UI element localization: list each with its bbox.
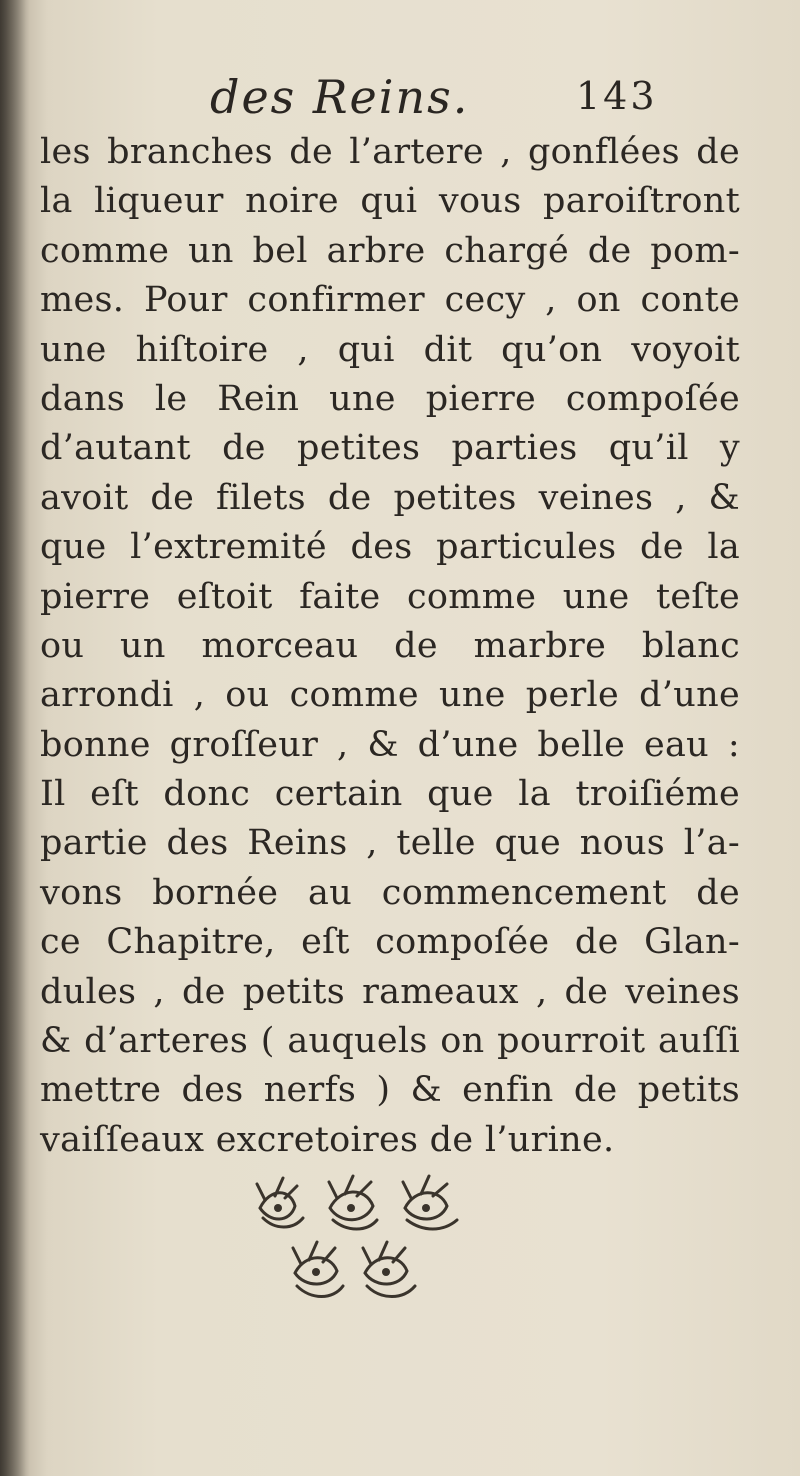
text-line: ou un morceau de marbre blanc: [40, 625, 740, 666]
text-line: les branches de l’artere , gonflées de: [40, 132, 740, 172]
text-line: comme un bel arbre chargé de pom-: [40, 230, 740, 271]
page-number: 143: [576, 74, 658, 118]
text-line: vons bornée au commencement de: [40, 872, 740, 913]
floral-fleuron-icon: [245, 1168, 475, 1318]
body-text: [40, 128, 740, 1165]
text-line: pierre eſtoit faite comme une teſte: [40, 576, 740, 617]
text-line: & d’arteres ( auquels on pourroit auſſi: [40, 1021, 740, 1062]
text-line: arrondi , ou comme une perle d’une: [40, 675, 740, 716]
page-gutter-shadow: [0, 0, 30, 1476]
text-line: la liqueur noire qui vous paroiſtront: [40, 181, 740, 222]
fleuron-cluster: [257, 1178, 303, 1227]
text-line: bonne groſſeur , & d’une belle eau :: [40, 724, 740, 765]
text-line: avoit de filets de petites veines , &: [40, 477, 740, 518]
text-line: d’autant de petites parties qu’il y: [40, 428, 740, 469]
text-line: partie des Reins , telle que nous l’a-: [40, 823, 740, 864]
text-line: mettre des nerfs ) & enfin de petits: [40, 1070, 740, 1111]
text-line: vaiſſeaux excretoires de l’urine.: [40, 1119, 615, 1160]
running-head: [0, 70, 800, 130]
fleuron-cluster: [403, 1176, 457, 1229]
running-head-title: des Reins.: [210, 70, 470, 124]
text-line: dans le Rein une pierre compoſée: [40, 378, 740, 419]
text-line: que l’extremité des particules de la: [40, 527, 740, 568]
text-line: une hiſtoire , qui dit qu’on voyoit: [40, 329, 740, 370]
fleuron-cluster: [329, 1176, 377, 1229]
text-line: mes. Pour confirmer cecy , on conte: [40, 280, 740, 321]
text-line: dules , de petits rameaux , de veines: [40, 971, 740, 1012]
text-line: Il eſt donc certain que la troiſiéme: [40, 774, 740, 815]
text-line: ce Chapitre, eſt compoſée de Glan-: [40, 922, 740, 963]
fleuron-cluster: [363, 1242, 415, 1297]
